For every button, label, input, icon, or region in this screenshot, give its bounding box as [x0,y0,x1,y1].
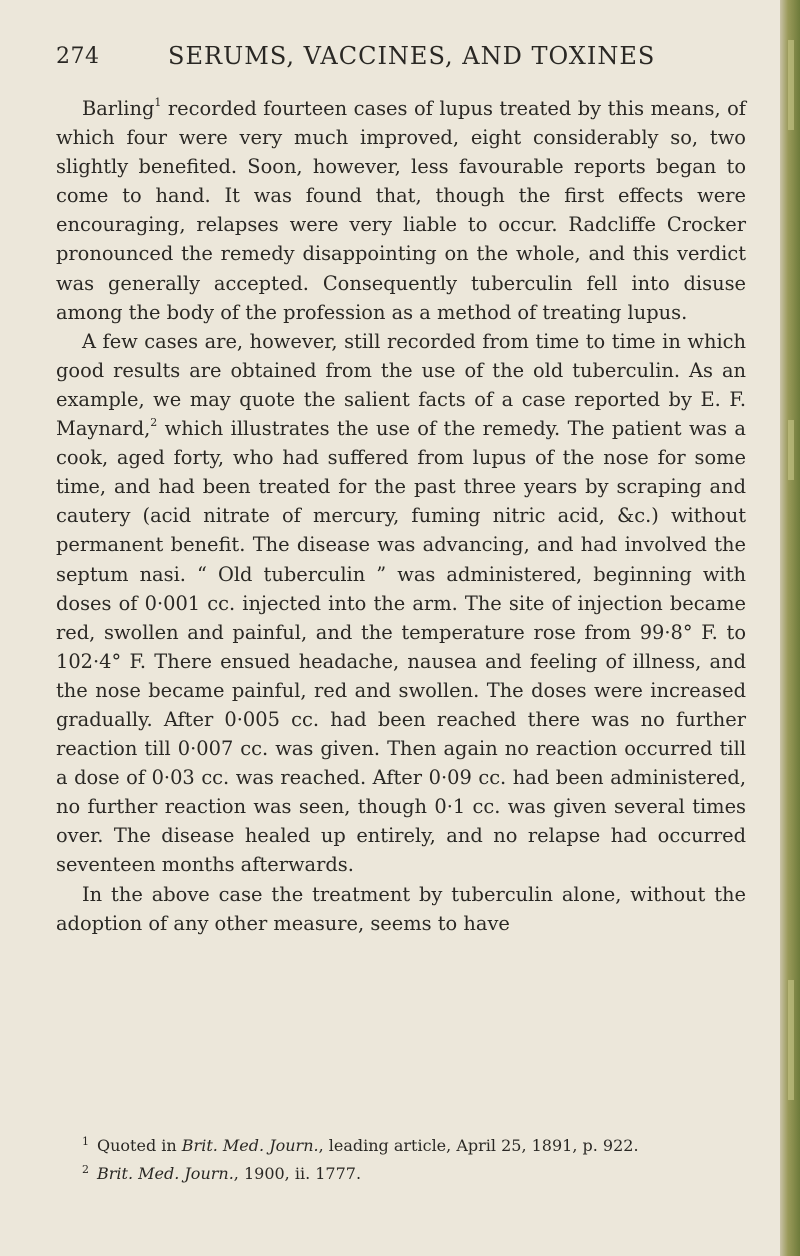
paragraph-1 [56,94,746,327]
running-title: SERUMS, VACCINES, AND TOXINES [168,42,656,70]
body-text [56,94,746,938]
footnote-journal: Brit. Med. Journ. [97,1164,234,1183]
edge-highlight [788,980,794,1100]
footnote-ref-1: 1 [154,96,162,109]
paragraph-3: In the above case the treatment by tuberculin alone, without the adoption of any other measure, seems to have [56,882,746,935]
footnotes [56,1130,746,1186]
footnote-2 [56,1158,746,1186]
footnote-number: 2 [82,1163,89,1176]
paragraph-1-start: Barling [82,97,155,120]
footnote-ref-2: 2 [150,416,158,430]
footnote-suffix: , 1900, ii. 1777. [233,1164,362,1183]
page-edge [780,0,800,1256]
paragraph-2-start: A few cases are, however, still recorded from time to time in which good results are obtained from the use of the old tuberculin. As an example, we may quote the salient facts of a case reported by E. F. Maynard, [56,329,746,441]
page-number: 274 [56,44,100,69]
footnote-number: 1 [82,1135,89,1148]
footnote-prefix: Quoted in [97,1136,182,1155]
footnote-journal: Brit. Med. Journ. [181,1136,319,1155]
footnote-suffix: , leading article, April 25, 1891, p. 922. [318,1136,639,1155]
paragraph-2 [56,327,746,880]
edge-highlight [788,420,794,480]
paragraph-2-rest: which illustrates the use of the remedy. The patient was a cook, aged forty, who had suffered from lupus of the nose for some time, and had been treated for the past three years by scraping and cautery (acid nitrate of mercury, fuming nitric acid, &c.) without permanent benefit. The disease was advancing, and had involved the septum nasi. “ Old tuberculin ” was administered, beginning with doses of 0·001 cc. injected into the arm. The site of injection became red, swollen and painful, and the temperature rose from 99·8° F. to 102·4° F. There ensued headache, nausea and feeling of illness, and the nose became painful, red and swollen. The doses were increased gradually. After 0·005 cc. had been reached there was no further reaction till 0·007 cc. was given. Then again no reaction occurred till a dose of 0·03 cc. was reached. After 0·09 cc. had been administered, no further reaction was seen, though 0·1 cc. was given several times over. The disease healed up entirely, and no relapse had occurred seventeen months afterwards. [56,417,746,877]
edge-highlight [788,40,794,130]
paragraph-1-rest: recorded fourteen cases of lupus treated by this means, of which four were very much improved, eight considerably so, two slightly benefited. Soon, however, less favourable reports began to come to hand. It was found that, though the first effects were encouraging, relapses were very liable to occur. Radcliffe Crocker pronounced the remedy disappointing on the whole, and this verdict was generally accepted. Consequently tuberculin fell into disuse among the body of the profession as a method of treating lupus. [56,97,746,324]
page-header [56,38,736,78]
footnote-1 [56,1130,746,1158]
